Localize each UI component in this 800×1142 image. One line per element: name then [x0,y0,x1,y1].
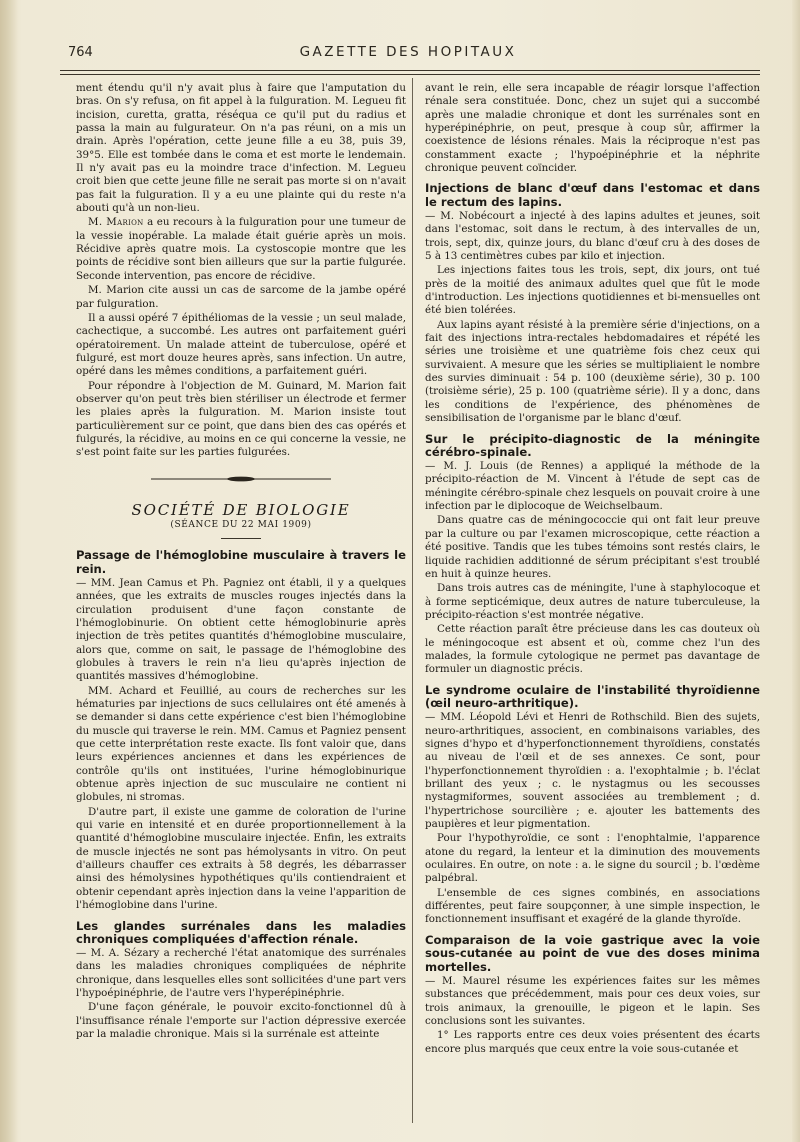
authors: — M. Maurel [425,975,501,988]
paragraph [76,216,406,283]
header-rule [60,70,760,71]
article-heading [76,549,406,577]
ornament-rule-icon [151,474,331,484]
authors: — M. Nobécourt [425,210,515,222]
session-date: (SÉANCE DU 22 MAI 1909) [170,519,312,530]
heading-title: Les glandes surrénales dans les maladies chroniques compliquées d'affection rénale. [76,918,406,947]
page-header [58,42,758,66]
paragraph-text: résume les expériences faites sur les mêmes substances que précédemment, mais pour ces deux voies, sur trois animaux, la grenouille, le pigeon et le lapin. Ses conclusions sont les suivantes. [425,975,760,1028]
paragraph: Les injections faites tous les trois, sept, dix jours, ont tué près de la moitié des animaux adultes quel que fût le mode d'introduction. Les injections quotidiennes et bi-mensuelles ont été bien tolérées. [425,264,760,317]
paragraph-text: a recherché l'état anatomique des surrénales dans les maladies chroniques compliquées de néphrite chronique, dans lesquelles elles sont sollicitées d'une part vers l'hypoépinéphrie, de l'autre vers l'hyperépinéphrie. [76,947,407,1000]
left-column [76,82,406,1043]
article-heading [425,684,760,712]
paragraph: Dans quatre cas de méningococcie qui ont fait leur preuve par la culture ou par l'examen microscopique, cette réaction a été positive. Tandis que les tubes témoins sont restés clairs, le liquide rachidien additionné de sérum précipitant s'est troublé en huit à quinze heures. [425,514,760,580]
paragraph [425,711,760,831]
author-name: M. Marion [88,216,144,229]
heading-title: Le syndrome oculaire de l'instabilité thyroïdienne (œil neuro-arthritique). [425,682,760,711]
paragraph [76,577,406,684]
running-title: GAZETTE DES HOPITAUX [299,44,517,60]
paragraph: 1° Les rapports entre ces deux voies présentent des écarts encore plus marqués que ceux entre la voie sous-cutanée et [425,1029,760,1055]
authors: — MM. Jean Camus et Ph. Pagniez [76,576,264,589]
paragraph-text: Bien des sujets, neuro-arthritiques, associent, en combinaisons variables, des signes d'hypo et d'hyperfonctionnement thyroïdiens, constatés au niveau de l'œil et de ses annexes. Ce sont, pour l'hyperfonctionnement thyroïdien : a. l'exophtalmie ; b. l'éclat brillant des yeux ; c. le nystagmus ou les secousses nystagmiformes, souvent associées au tremblement ; d. l'hypertrichose sourcilière ; e. ajouter les battements des paupières et leur pigmentation. [425,711,760,830]
page-number: 764 [68,45,93,60]
paragraph: M. Marion cite aussi un cas de sarcome de la jambe opéré par fulguration. [76,284,406,310]
article-heading [76,920,406,948]
paragraph [76,947,406,1000]
heading-title: Injections de blanc d'œuf dans l'estomac et dans le rectum des lapins. [425,181,760,210]
paragraph [425,210,760,263]
paragraph: ment étendu qu'il n'y avait plus à faire que l'amputation du bras. On s'y refusa, on fit appel à la fulguration. M. Legueu fit incision, curetta, gratta, réséqua ce qu'il put du radius et passa la main au fulgurateur. On n'a pas réuni, on a mis un drain. Après l'opération, cette jeune fille a eu 38, puis 39, 39°5. Elle est tombée dans le coma et est morte le lendemain. Il n'y avait pas eu la moindre trace d'infection. M. Legueu croit bien que cette jeune fille ne serait pas morte si on n'avait pas fait la fulguration. Il y a eu une plainte qui du reste n'a abouti qu'à un non-lieu. [76,82,406,215]
paragraph: avant le rein, elle sera incapable de réagir lorsque l'affection rénale sera constituée. Donc, chez un sujet qui a succombé après une maladie chronique et dont les surrénales sont en hyperépinéphrie, on peut, presque à coup sûr, affirmer la coexistence de lésions rénales. Mais la réciproque n'est pas constamment exacte ; l'hypoépinéphrie et la néphrite chronique peuvent coïncider. [425,82,760,175]
column-divider [412,78,413,1123]
paragraph: D'une façon générale, le pouvoir excito-fonctionnel dû à l'insuffisance rénale l'emporte sur l'action dépressive exercée par la maladie chronique. Mais si la surrénale est atteinte [76,1001,406,1041]
heading-title: Sur le précipito-diagnostic de la méningite cérébro-spinale. [425,431,760,460]
paragraph: Dans trois autres cas de méningite, l'une à staphylocoque et à forme septicémique, deux autres de nature tuberculeuse, la précipito-réaction s'est montrée négative. [425,582,760,621]
paragraph: L'ensemble de ces signes combinés, en associations différentes, peut faire soupçonner, à une simple inspection, le fonctionnement insuffisant et exagéré de la glande thyroïde. [425,886,760,926]
paragraph: Cette réaction paraît être précieuse dans les cas douteux où le méningocoque est absent et où, comme chez l'un des malades, la formule cytologique ne permet pas davantage de formuler un diagnostic précis. [425,623,760,676]
paragraph [425,460,760,513]
society-title: SOCIÉTÉ DE BIOLOGIE [131,500,351,519]
right-column [425,82,760,1057]
paragraph-text: a appliqué la méthode de la précipito-réaction de M. Vincent à l'étude de sept cas de méningite cérébro-spinale chez lesquels on pouvait croire à une infection par le diplocoque de Weichselbaum. [425,460,760,513]
paragraph: Il a aussi opéré 7 épithéliomas de la vessie ; un seul malade, cachectique, a succombé. Les autres ont parfaitement guéri opératoirement. Un malade atteint de tuberculose, opéré et fulguré, est mort douze heures après, sans infection. Un autre, opéré dans les mêmes conditions, a parfaitement guéri. [76,311,406,378]
heading-title: Comparaison de la voie gastrique avec la voie sous-cutanée au point de vue des doses minima mortelles. [425,932,760,975]
paragraph: MM. Achard et Feuillié, au cours de recherches sur les hématuries par injections de sucs cellulaires ont été amenés à se demander si dans cette expérience c'est bien l'hémoglobine du muscle qui traverse le rein. MM. Camus et Pagniez pensent que cette interprétation reste exacte. Ils font valoir que, dans leurs expériences anciennes et dans les expériences de contrôle qu'ils ont instituées, l'urine hémoglobinurique obtenue après injection de suc musculaire ne contient ni globules, ni stromas. [76,684,406,804]
paragraph [425,975,760,1028]
paragraph: D'autre part, il existe une gamme de coloration de l'urine qui varie en intensité et en durée proportionnellement à la quantité d'hémoglobine musculaire injectée. Enfin, les extraits de muscle injectés ne sont pas hémolysants in vitro. On peut d'ailleurs chauffer ces extraits à 58 degrés, les débarrasser ainsi des hémolysines hypothétiques qu'ils contiendraient et obtenir cependant après injection dans la veine l'apparition de l'hémoglobine dans l'urine. [76,805,406,912]
article-heading [425,433,760,461]
paragraph-text: a eu recours à la fulguration pour une tumeur de la vessie inopérable. La malade était guérie après un mois. Récidive après quatre mois. La cystoscopie montre que les points de récidive sont bien ailleurs que sur la partie fulgurée. Seconde intervention, pas encore de récidive. [76,216,406,282]
authors: — MM. Léopold Lévi et Henri de Rothschild. [425,711,670,724]
heading-title: Passage de l'hémoglobine musculaire à travers le rein. [76,548,406,577]
paragraph-text: a injecté à des lapins adultes et jeunes, soit dans l'estomac, soit dans le rectum, à des intervalles de un, trois, sept, dix, quinze jours, du blanc d'œuf cru à des doses de 5 à 13 centimètres cubes par kilo et injection. [425,210,760,263]
authors: — M. J. Louis (de Rennes) [425,460,584,473]
page-edge [792,0,800,1142]
section-ornament [76,474,406,486]
paragraph: Pour répondre à l'objection de M. Guinard, M. Marion fait observer qu'on peut très bien stériliser un électrode et fermer les plaies après la fulguration. M. Marion insiste tout particulièrement sur ce point, que dans bien des cas opérés et fulgurés, la récidive, au moins en ce qui concerne la vessie, ne s'est point faite sur les parties fulgurées. [76,379,406,459]
header-rule-thin [60,74,760,75]
binding-shadow [0,0,18,1142]
paragraph: Aux lapins ayant résisté à la première série d'injections, on a fait des injections intra-rectales hebdomadaires et répété les séries une troisième et une quatrième fois chez ceux qui survivaient. A mesure que les séries se multipliaient le nombre des survies diminuait : 54 p. 100 (deuxième série), 30 p. 100 (troisième série), 25 p. 100 (quatrième série). Il y a donc, dans les conditions de l'expérience, des phénomènes de sensibilisation de l'organisme par le blanc d'œuf. [425,318,760,425]
article-heading [425,182,760,210]
short-rule [221,538,261,539]
paragraph-text: ont établi, il y a quelques années, que les extraits de muscles rouges injectés dans la circulation produisent d'une façon constante de l'hémoglobinurie. On obtient cette hémoglobinurie après injection de très petites quantités d'hémoglobine musculaire, alors que, comme on sait, le passage de l'hémoglobine des globules à travers le rein n'a lieu qu'après injection de quantités massives d'hémoglobine. [76,576,406,683]
authors: — M. A. Sézary [76,947,160,960]
paragraph: Pour l'hypothyroïdie, ce sont : l'enophtalmie, l'apparence atone du regard, la lenteur et la diminution des mouvements oculaires. En outre, on note : a. le signe du sourcil ; b. l'œdème palpébral. [425,832,760,885]
article-heading [425,934,760,975]
